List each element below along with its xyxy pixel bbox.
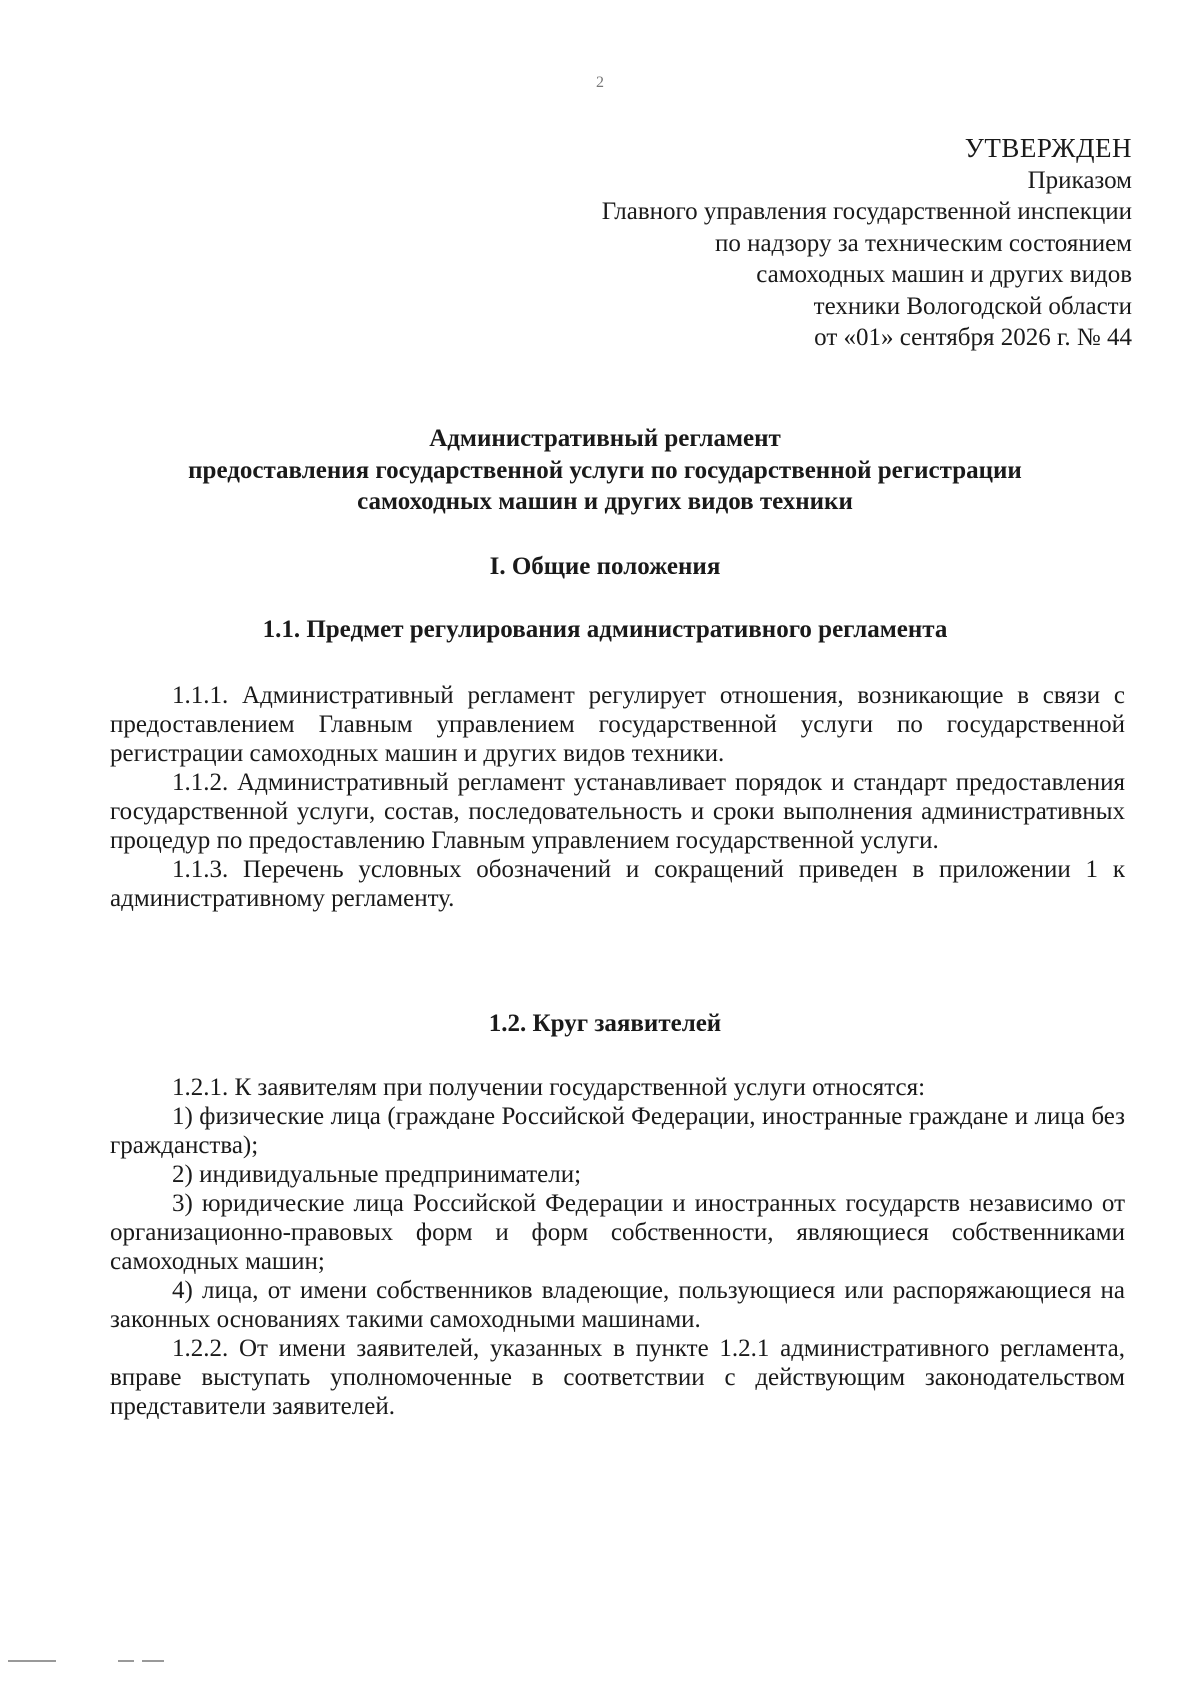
title-line: Административный регламент (429, 425, 781, 452)
subsection-heading: 1.1. Предмет регулирования административного регламента (262, 616, 948, 643)
approval-stamp: УТВЕРЖДЕН (964, 133, 1132, 163)
page-number: 2 (596, 74, 604, 91)
approval-line: по надзору за техническим состоянием (714, 229, 1132, 257)
subsection-heading: 1.2. Круг заявителей (488, 1010, 722, 1037)
section-heading: I. Общие положения (489, 553, 721, 580)
document-title (80, 423, 1130, 518)
approval-line: Приказом (1027, 166, 1132, 194)
paragraph: 1.1.1. Административный регламент регулирует отношения, возникающие в связи с предоставлением Главным управлением государственной услуги по государственной регистрации самоходных машин и других видов техники. (110, 682, 1125, 767)
paragraph: 1.2.1. К заявителям при получении государственной услуги относятся: (172, 1074, 926, 1101)
paragraph: 1.2.2. От имени заявителей, указанных в пункте 1.2.1 административного регламента, вправе выступать уполномоченные в соответствии с действующим законодательством представители заявителей. (110, 1335, 1125, 1420)
approval-line: самоходных машин и других видов (756, 261, 1132, 288)
title-line: самоходных машин и других видов техники (357, 488, 853, 515)
list-item: 1) физические лица (граждане Российской Федерации, иностранные граждане и лица без гражданства); (110, 1103, 1125, 1159)
list-item: 3) юридические лица Российской Федерации и иностранных государств независимо от организационно-правовых форм и форм собственности, являющиеся собственниками самоходных машин; (110, 1190, 1125, 1275)
subsection-body (110, 1073, 1125, 1421)
scan-mark (118, 1660, 134, 1662)
list-item: 2) индивидуальные предприниматели; (172, 1161, 582, 1188)
approval-line: Главного управления государственной инспекции (601, 198, 1132, 225)
scan-mark (142, 1660, 164, 1662)
approval-line: от «01» сентября 2026 г. № 44 (814, 324, 1132, 351)
subsection-body (110, 681, 1125, 913)
paragraph: 1.1.2. Административный регламент устанавливает порядок и стандарт предоставления государственной услуги, состав, последовательность и сроки выполнения административных процедур по предоставлению Главным управлением государственной услуги. (110, 769, 1125, 854)
title-line: предоставления государственной услуги по государственной регистрации (188, 456, 1022, 484)
approval-line: техники Вологодской области (813, 292, 1132, 320)
approval-block (602, 133, 1132, 354)
paragraph: 1.1.3. Перечень условных обозначений и сокращений приведен в приложении 1 к административному регламенту. (110, 856, 1125, 912)
list-item: 4) лица, от имени собственников владеющие, пользующиеся или распоряжающиеся на законных основаниях такими самоходными машинами. (110, 1277, 1125, 1333)
scan-mark (8, 1660, 56, 1662)
